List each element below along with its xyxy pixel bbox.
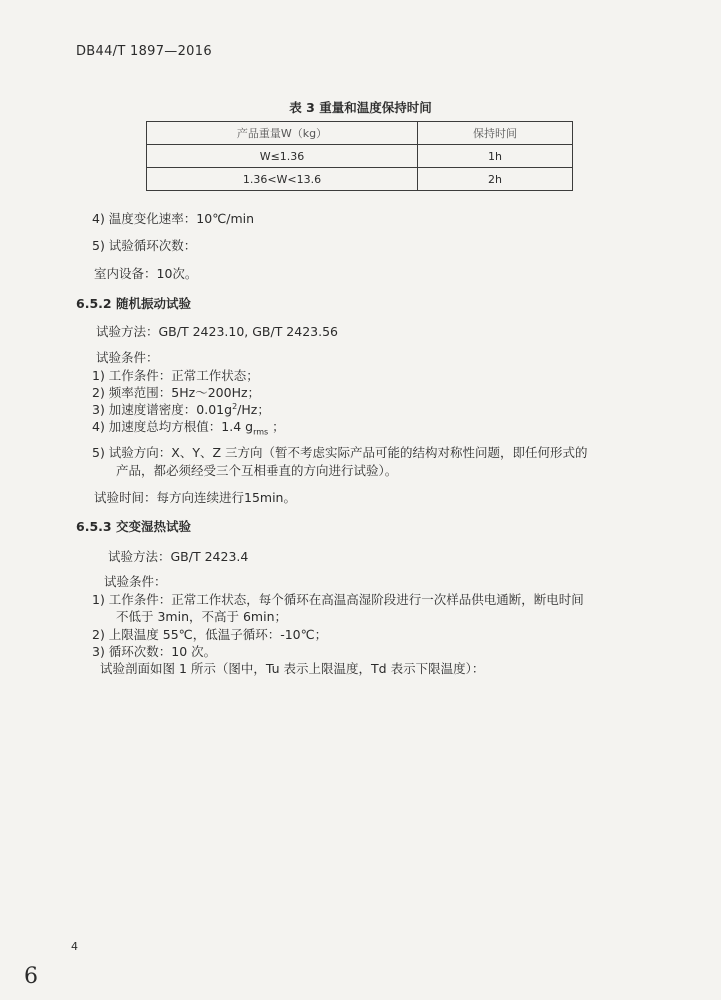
humidity-item-1-line-2: 不低于 3min，不高于 6min；	[116, 609, 287, 624]
vibration-conditions-label: 试验条件：	[96, 350, 159, 365]
humidity-item-3: 3) 循环次数：10 次。	[92, 644, 217, 659]
section-heading-6-5-2: 6.5.2 随机振动试验	[76, 296, 191, 311]
page-number: 4	[71, 940, 78, 953]
humidity-item-2: 2) 上限温度 55℃，低温子循环：-10℃；	[92, 627, 328, 642]
vibration-test-duration: 试验时间：每方向连续进行15min。	[94, 490, 296, 505]
table-cell: 2h	[418, 168, 573, 191]
vibration-item-4: 4) 加速度总均方根值：1.4 $g_{rms}$ ；	[92, 419, 285, 437]
vibration-item-5-line-1: 5) 试验方向：X、Y、Z 三方向（暂不考虑实际产品可能的结构对称性问题，即任何形式的	[92, 445, 588, 460]
indoor-equipment: 室内设备：10次。	[94, 266, 198, 281]
standard-number: DB44/T 1897—2016	[76, 44, 212, 59]
corner-mark: 6	[24, 964, 38, 989]
section-heading-6-5-3: 6.5.3 交变湿热试验	[76, 519, 191, 534]
table-caption: 表 3 重量和温度保持时间	[289, 100, 432, 115]
vibration-item-2: 2) 频率范围：5Hz～200Hz；	[92, 385, 261, 400]
table-cell: 1h	[418, 145, 573, 168]
table-header-weight: 产品重量W（kg）	[147, 122, 418, 145]
table-header-row	[147, 122, 573, 145]
table-cell: W≤1.36	[147, 145, 418, 168]
test-cycle-count: 5) 试验循环次数：	[92, 238, 197, 253]
humidity-conditions-label: 试验条件：	[104, 574, 167, 589]
humidity-item-1-line-1: 1) 工作条件：正常工作状态，每个循环在高温高湿阶段进行一次样品供电通断，断电时间	[92, 592, 584, 607]
temp-change-rate: 4) 温度变化速率：10℃/min	[92, 211, 255, 226]
test-profile-note: 试验剖面如图 1 所示（图中，Tu 表示上限温度，Td 表示下限温度）：	[100, 661, 485, 676]
weight-hold-time-table	[146, 121, 573, 191]
vibration-item-3: 3) 加速度谱密度：$0.01g^2/Hz$；	[92, 401, 270, 417]
table-row	[147, 145, 573, 168]
vibration-item-1: 1) 工作条件：正常工作状态；	[92, 368, 259, 383]
vibration-test-method: 试验方法：GB/T 2423.10, GB/T 2423.56	[96, 324, 338, 339]
table-row	[147, 168, 573, 191]
humidity-test-method: 试验方法：GB/T 2423.4	[108, 549, 249, 564]
table-header-hold-time: 保持时间	[418, 122, 573, 145]
table-cell: 1.36<W<13.6	[147, 168, 418, 191]
vibration-item-5-line-2: 产品，都必须经受三个互相垂直的方向进行试验）。	[116, 463, 398, 478]
